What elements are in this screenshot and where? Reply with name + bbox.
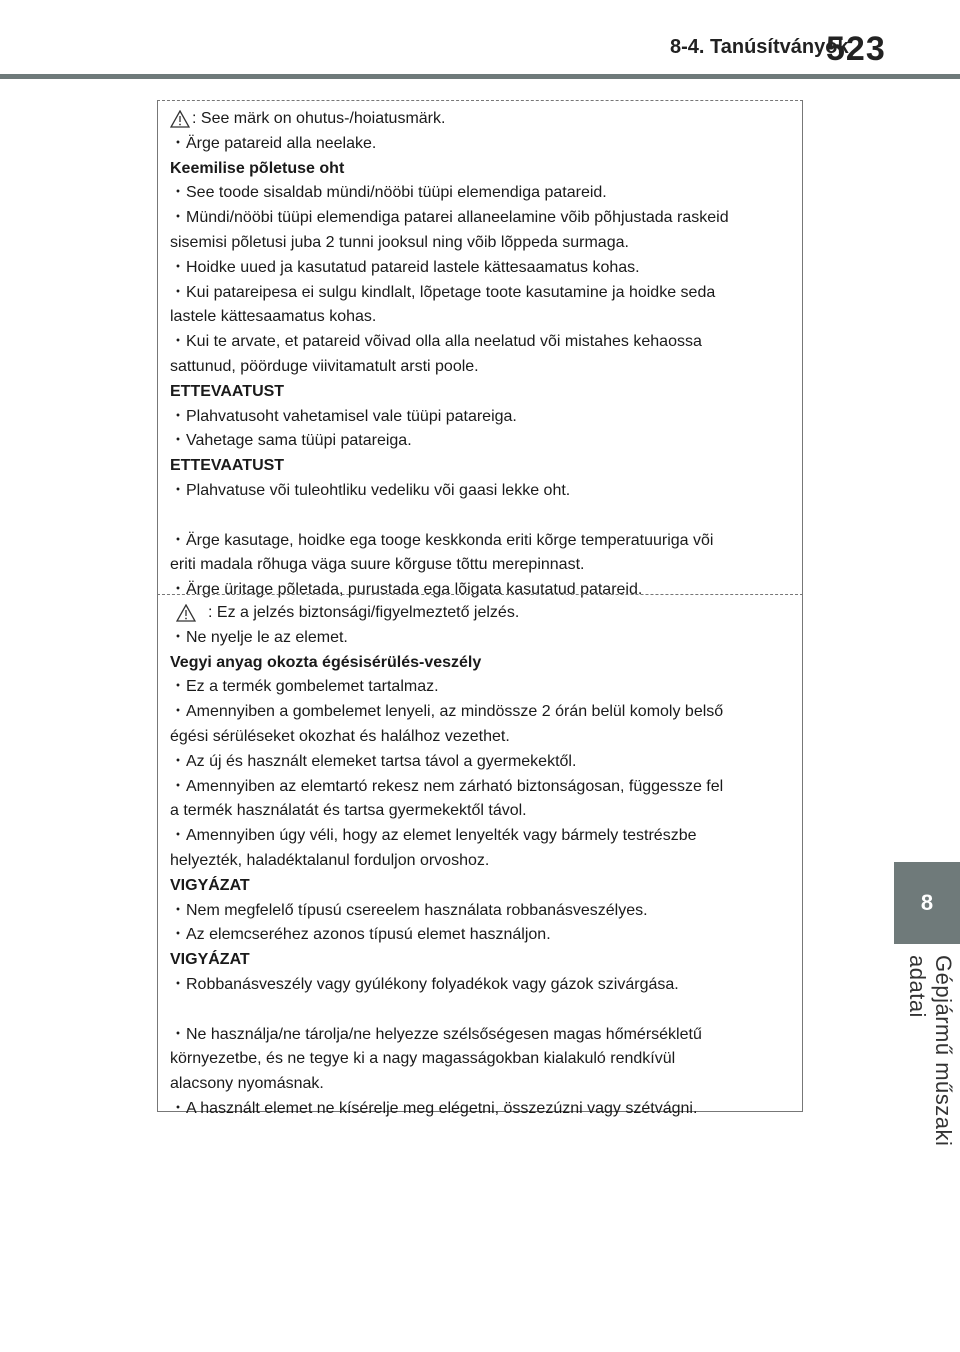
section-heading: ETTEVAATUST [170, 382, 285, 400]
text-line: ・Mündi/nööbi tüüpi elemendiga patarei allaneelamine võib põhjustada raskeid [170, 209, 729, 227]
text-line: eriti madala rõhuga väga suure kõrguse tõttu merepinnast. [170, 556, 585, 574]
header-rule [0, 74, 960, 79]
text-line: ・Ärge üritage põletada, purustada ega lõigata kasutatud patareid. [170, 581, 643, 599]
text-line: ・Amennyiben az elemtartó rekesz nem zárható biztonságosan, függessze fel [170, 777, 724, 795]
text-line: ・Az új és használt elemeket tartsa távol a gyermekektől. [170, 752, 577, 770]
text-line: ・Az elemcseréhez azonos típusú elemet használjon. [170, 926, 551, 944]
text-line: ・Ärge patareid alla neelake. [170, 134, 377, 152]
blank-line [170, 504, 802, 529]
blank-line [170, 998, 802, 1023]
text-line: ・Ez a termék gombelemet tartalmaz. [170, 678, 439, 696]
warning-triangle-icon [170, 110, 190, 128]
warning-symbol-text: : See märk on ohutus-/hoiatusmärk. [192, 110, 446, 127]
page-number: 523 [826, 30, 886, 68]
text-line: égési sérüléseket okozhat és halálhoz vezethet. [170, 727, 510, 745]
text-line: ・Vahetage sama tüüpi patareiga. [170, 432, 412, 450]
text-line: ・Kui te arvate, et patareid võivad olla alla neelatud või mistahes kehaossa [170, 333, 702, 351]
warning-symbol-line [170, 107, 802, 132]
section-title: 8-4. Tanúsítványok [670, 36, 849, 58]
section-heading: ETTEVAATUST [170, 457, 285, 475]
text-line: ・Ne használja/ne tárolja/ne helyezze szélsőségesen magas hőmérsékletű [170, 1025, 702, 1043]
chapter-title-vertical: Gépjármű műszaki adatai [905, 955, 956, 1147]
text-line: környezetbe, és ne tegye ki a nagy magasságokban kialakuló rendkívül [170, 1050, 676, 1068]
text-line: sattunud, pöörduge viivitamatult arsti poole. [170, 357, 479, 375]
section-heading: VIGYÁZAT [170, 876, 250, 894]
text-line: sisemisi põletusi juba 2 tunni jooksul ning võib lõppeda surmaga. [170, 233, 629, 251]
section-heading: Keemilise põletuse oht [170, 159, 345, 177]
chapter-tab[interactable]: 8 [894, 862, 960, 944]
text-line: ・Robbanásveszély vagy gyúlékony folyadékok vagy gázok szivárgása. [170, 975, 679, 993]
hungarian-warning-block [157, 594, 803, 1117]
text-line: ・Amennyiben a gombelemet lenyeli, az mindössze 2 órán belül komoly belső [170, 703, 724, 721]
text-line: ・Ärge kasutage, hoidke ega tooge keskkonda eriti kõrge temperatuuriga või [170, 531, 714, 549]
text-line: lastele kättesaamatus kohas. [170, 308, 377, 326]
text-line: ・See toode sisaldab mündi/nööbi tüüpi elemendiga patareid. [170, 184, 607, 202]
text-line: helyezték, haladéktalanul forduljon orvoshoz. [170, 851, 490, 869]
text-line: ・Kui patareipesa ei sulgu kindlalt, lõpetage toote kasutamine ja hoidke seda [170, 283, 716, 301]
text-line: a termék használatát és tartsa gyermekektől távol. [170, 802, 527, 820]
text-line: alacsony nyomásnak. [170, 1075, 324, 1093]
text-line: ・Amennyiben úgy véli, hogy az elemet lenyelték vagy bármely testrészbe [170, 827, 697, 845]
text-line: ・Nem megfelelő típusú csereelem használata robbanásveszélyes. [170, 901, 648, 919]
section-heading: Vegyi anyag okozta égésisérülés-veszély [170, 653, 482, 671]
text-line: ・Plahvatusoht vahetamisel vale tüüpi patareiga. [170, 407, 517, 425]
warning-symbol-text: : Ez a jelzés biztonsági/figyelmeztető jelzés. [208, 604, 520, 621]
text-line: ・A használt elemet ne kísérelje meg elégetni, összezúzni vagy szétvágni. [170, 1099, 698, 1117]
text-line: ・Plahvatuse või tuleohtliku vedeliku või gaasi lekke oht. [170, 481, 571, 499]
warning-triangle-icon [176, 604, 196, 622]
section-heading: VIGYÁZAT [170, 951, 250, 969]
text-line: ・Hoidke uued ja kasutatud patareid lastele kättesaamatus kohas. [170, 258, 640, 276]
text-line: ・Ne nyelje le az elemet. [170, 628, 348, 646]
estonian-warning-block [157, 100, 803, 599]
warning-symbol-line [170, 601, 802, 626]
